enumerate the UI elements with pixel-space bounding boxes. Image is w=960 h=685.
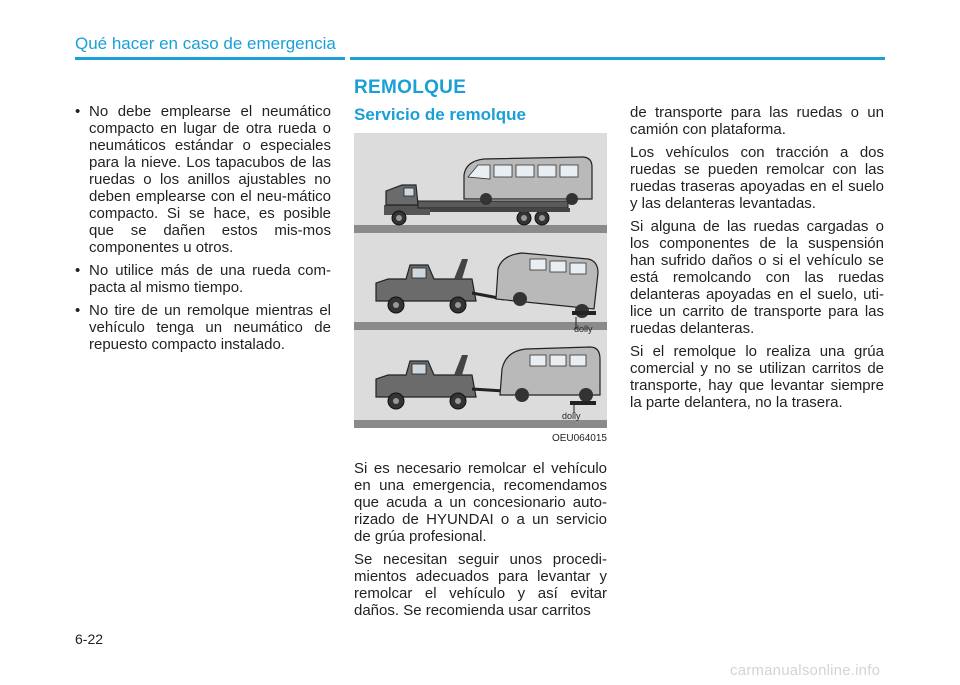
paragraph: Si el remolque lo realiza una grúa comercial y no se utilizan carritos de transporte, hay que levantar siempre la parte delantera, no la trasera. [630,343,884,411]
dolly-marker-2 [570,401,596,405]
paragraph: Si es necesario remolcar el vehículo en una emergencia, recomendamos que acuda a un concesionario auto-rizado de HYUNDAI o a un servicio de grúa profesional. [354,460,607,545]
towing-diagram [354,133,607,447]
header-rule-left [75,57,345,60]
list-item: • No tire de un remolque mientras el vehículo tenga un neumático de repuesto compacto instalado. [75,302,331,353]
left-column [75,103,331,359]
paragraph: de transporte para las ruedas o un camión con plataforma. [630,104,884,138]
middle-column [354,460,607,625]
page-number: 6-22 [75,631,104,647]
section-title: REMOLQUE [354,77,467,98]
caution-list [75,103,331,353]
ground-strip-3 [354,420,607,428]
paragraph: Si alguna de las ruedas cargadas o los componentes de la suspensión han sufrido daños o si el vehículo se está remolcando con las ruedas delanteras apoyadas en el suelo, uti-lice un carrito de transporte para las ruedas delanteras. [630,218,884,337]
van-on-flatbed [464,157,592,205]
ground-strip-2 [354,322,607,330]
ground-strip-1 [354,225,607,233]
dolly-label: dolly [562,411,581,421]
list-item: • No debe emplearse el neumático compacto en lugar de otra rueda o neumáticos estándar o especiales para la nieve. Los tapacubos de las ruedas o los anillos ajustables no deben emplearse con el neu-mático compacto. Si se hace, es posible que se dañen estos mis-mos componentes u otros. [75,103,331,256]
list-item-text: No debe emplearse el neumático compacto en lugar de otra rueda o neumáticos estándar o especiales para la nieve. Los tapacubos de las ruedas o los anillos ajustables no deben emplearse con el neu-mático compacto. Si se hace, es posible que se dañen estos mis-mos componentes u otros. [89,103,331,256]
dolly-marker-1 [572,311,596,315]
paragraph: Los vehículos con tracción a dos ruedas se pueden remolcar con las ruedas traseras apoyadas en el suelo y las delanteras levantadas. [630,144,884,212]
subsection-title: Servicio de remolque [354,105,526,124]
header-rule-right [350,57,885,60]
right-column [630,104,884,417]
list-item-text: No utilice más de una rueda com-pacta al mismo tiempo. [89,262,331,296]
figure-code: OEU064015 [551,433,607,444]
list-item-text: No tire de un remolque mientras el vehículo tenga un neumático de repuesto compacto instalado. [89,302,331,353]
list-item: • No utilice más de una rueda com-pacta al mismo tiempo. [75,262,331,296]
watermark: carmanualsonline.info [730,662,881,679]
chapter-title: Qué hacer en caso de emergencia [75,34,336,53]
towing-illustration [354,133,607,447]
dolly-label: dolly [574,324,593,334]
paragraph: Se necesitan seguir unos procedi-mientos adecuados para levantar y remolcar el vehículo y así evitar daños. Se recomienda usar carritos [354,551,607,619]
